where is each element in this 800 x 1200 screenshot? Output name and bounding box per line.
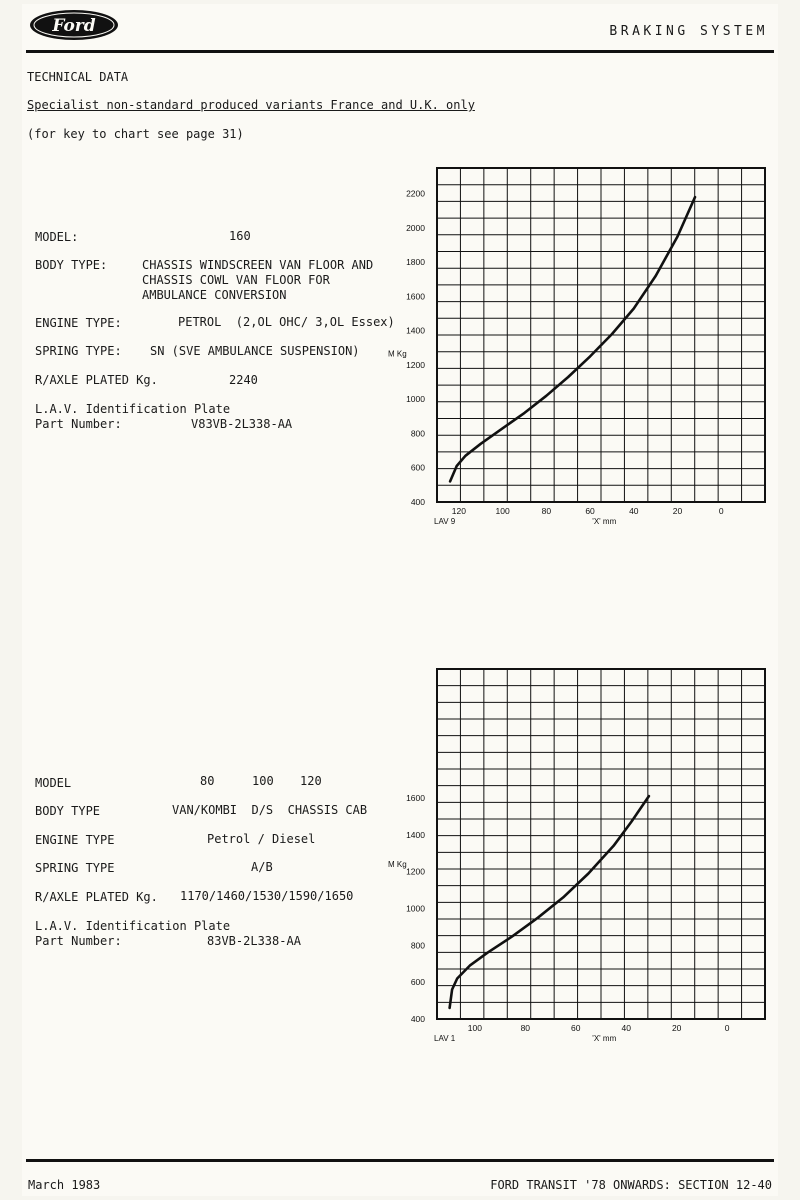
body-type-value: VAN/KOMBI D/S CHASSIS CAB <box>172 803 368 817</box>
model-label: MODEL: <box>35 230 79 244</box>
chart-label: LAV 9 <box>434 517 456 526</box>
y-tick-label: 1400 <box>406 829 425 840</box>
part-number-label: Part Number: <box>35 417 122 431</box>
engine-type-value: PETROL (2,OL OHC/ 3,OL Essex) <box>178 315 395 329</box>
rear-axle-value: 1170/1460/1530/1590/1650 <box>180 889 354 903</box>
x-tick-label: 0 <box>724 1023 730 1033</box>
y-tick-label: 1600 <box>406 792 425 803</box>
lav-plate-label: L.A.V. Identification Plate <box>35 402 231 416</box>
y-axis-label: M Kg <box>388 859 407 869</box>
engine-type-label: ENGINE TYPE: <box>35 316 122 330</box>
engine-type-value: Petrol / Diesel <box>207 832 316 846</box>
x-tick-label: 80 <box>520 1023 531 1033</box>
rear-axle-label: R/AXLE PLATED Kg. <box>35 373 158 387</box>
y-tick-label: 600 <box>410 462 425 473</box>
y-tick-label: 800 <box>410 940 425 951</box>
body-type-line: AMBULANCE CONVERSION <box>142 288 287 302</box>
spring-type-label: SPRING TYPE <box>35 861 115 875</box>
x-axis-label: 'X' mm <box>592 517 617 526</box>
x-tick-label: 120 <box>451 506 466 516</box>
y-tick-label: 400 <box>410 497 425 507</box>
logo-text: Ford <box>52 16 96 36</box>
y-tick-label: 1800 <box>406 257 425 268</box>
y-tick-label: 400 <box>410 1014 425 1024</box>
chart-label: LAV 1 <box>434 1034 456 1043</box>
y-tick-label: 1200 <box>406 359 425 370</box>
body-type-line: CHASSIS COWL VAN FLOOR FOR <box>142 273 330 287</box>
section-title: BRAKING SYSTEM <box>609 24 768 39</box>
part-number-label: Part Number: <box>35 934 122 948</box>
ford-logo <box>28 8 120 42</box>
spring-type-value: SN (SVE AMBULANCE SUSPENSION) <box>150 344 360 358</box>
y-tick-label: 2200 <box>406 188 425 199</box>
body-type-label: BODY TYPE: <box>35 258 108 272</box>
y-tick-label: 1600 <box>406 291 425 302</box>
y-tick-label: 2000 <box>406 222 425 233</box>
body-type-line: CHASSIS WINDSCREEN VAN FLOOR AND <box>142 258 374 272</box>
chart-key-note: (for key to chart see page 31) <box>27 127 244 141</box>
x-tick-label: 100 <box>467 1023 482 1033</box>
footer-rule <box>26 1159 774 1162</box>
specialist-variants-note: Specialist non-standard produced variants France and U.K. only <box>27 98 475 112</box>
series-line <box>450 197 695 481</box>
y-axis-label: M Kg <box>388 349 407 359</box>
x-tick-label: 60 <box>571 1023 581 1033</box>
y-tick-label: 1000 <box>406 394 425 405</box>
technical-data-heading: TECHNICAL DATA <box>27 70 129 84</box>
lav9-chart <box>380 160 780 530</box>
rear-axle-label: R/AXLE PLATED Kg. <box>35 890 158 904</box>
footer-date: March 1983 <box>28 1178 101 1192</box>
y-tick-label: 1200 <box>406 866 425 877</box>
rear-axle-value: 2240 <box>229 373 258 387</box>
spring-type-label: SPRING TYPE: <box>35 344 122 358</box>
y-tick-label: 1400 <box>406 325 425 336</box>
x-tick-label: 80 <box>541 506 552 516</box>
grid <box>437 669 765 1019</box>
x-axis-label: 'X' mm <box>592 1034 617 1043</box>
model-value: 120 <box>300 774 322 788</box>
model-value: 100 <box>252 774 274 788</box>
part-number-value: V83VB-2L338-AA <box>191 417 293 431</box>
model-value: 160 <box>229 229 251 243</box>
footer-section: FORD TRANSIT '78 ONWARDS: SECTION 12-40 <box>490 1178 772 1192</box>
engine-type-label: ENGINE TYPE <box>35 833 115 847</box>
header-rule <box>26 50 774 53</box>
model-label: MODEL <box>35 776 72 790</box>
x-tick-label: 100 <box>495 506 510 516</box>
x-tick-label: 60 <box>585 506 595 516</box>
y-tick-label: 1000 <box>406 903 425 914</box>
y-tick-label: 800 <box>410 428 425 439</box>
x-tick-label: 40 <box>629 506 639 516</box>
spring-type-value: A/B <box>251 860 273 874</box>
x-tick-label: 20 <box>672 506 683 516</box>
body-type-label: BODY TYPE <box>35 804 101 818</box>
grid <box>437 168 765 502</box>
x-tick-label: 20 <box>671 1023 682 1033</box>
part-number-value: 83VB-2L338-AA <box>207 934 301 948</box>
lav-plate-label: L.A.V. Identification Plate <box>35 919 231 933</box>
x-tick-label: 0 <box>718 506 724 516</box>
y-tick-label: 600 <box>410 977 425 988</box>
x-tick-label: 40 <box>621 1023 631 1033</box>
model-value: 80 <box>200 774 215 788</box>
lav1-chart <box>380 660 780 1050</box>
